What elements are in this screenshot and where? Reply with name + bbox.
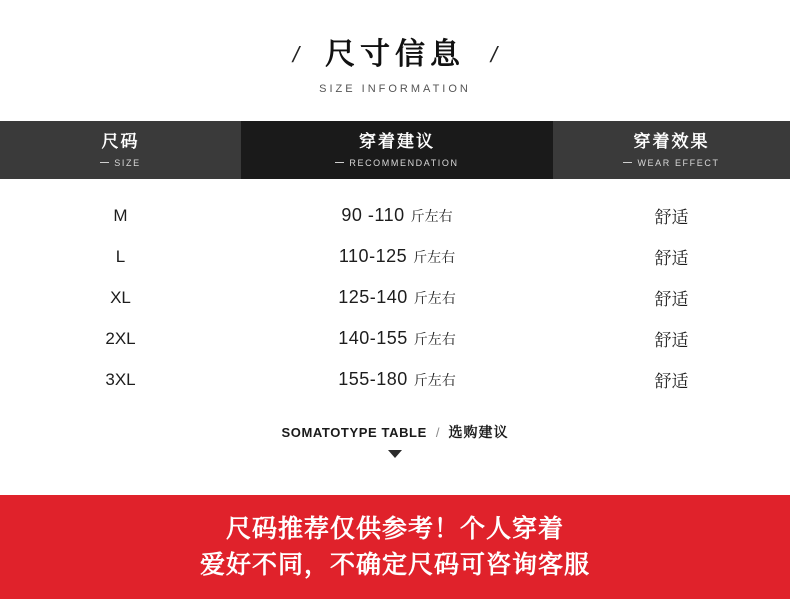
column-header-recommendation-cn: 穿着建议 bbox=[359, 132, 435, 152]
column-header-wear-effect-cn: 穿着效果 bbox=[633, 132, 710, 152]
column-header-wear-effect-en bbox=[623, 158, 719, 168]
disclaimer-line-1: 尺码推荐仅供参考！个人穿着 bbox=[225, 514, 564, 543]
cell-weight-range: 155-180 bbox=[338, 369, 408, 389]
cell-recommendation bbox=[241, 287, 553, 308]
caret-down-icon bbox=[388, 450, 402, 458]
cell-wear-effect: 舒适 bbox=[654, 372, 689, 391]
slash-right-decoration: / bbox=[488, 41, 500, 67]
column-header-recommendation bbox=[241, 121, 553, 179]
cell-size: 2XL bbox=[105, 328, 136, 348]
cell-weight-range: 125-140 bbox=[338, 287, 408, 307]
cell-weight-unit: 斤左右 bbox=[410, 208, 453, 224]
table-body bbox=[0, 179, 790, 400]
column-header-size-en-text: SIZE bbox=[114, 157, 141, 168]
table-row bbox=[0, 236, 790, 277]
cell-weight-unit: 斤左右 bbox=[413, 249, 456, 265]
column-header-size bbox=[0, 121, 241, 179]
dash-decoration bbox=[623, 162, 632, 163]
column-header-recommendation-en bbox=[335, 158, 458, 168]
cell-wear-effect: 舒适 bbox=[654, 290, 689, 309]
size-table bbox=[0, 121, 790, 400]
column-header-size-en bbox=[100, 158, 140, 168]
cell-wear-effect: 舒适 bbox=[654, 331, 689, 350]
cell-weight-range: 90 -110 bbox=[341, 205, 405, 225]
title-row bbox=[0, 38, 790, 71]
cell-weight-unit: 斤左右 bbox=[413, 372, 456, 388]
slash-left-decoration: / bbox=[290, 41, 302, 67]
column-header-wear-effect bbox=[553, 121, 790, 179]
cell-size: XL bbox=[110, 287, 131, 307]
cell-recommendation bbox=[241, 369, 553, 390]
table-row bbox=[0, 359, 790, 400]
somatotype-note bbox=[0, 422, 790, 442]
table-row bbox=[0, 277, 790, 318]
cell-recommendation bbox=[241, 246, 553, 267]
cell-weight-range: 110-125 bbox=[338, 246, 408, 266]
cell-wear-effect: 舒适 bbox=[654, 249, 689, 268]
cell-weight-unit: 斤左右 bbox=[413, 331, 456, 347]
cell-size: M bbox=[113, 205, 128, 225]
table-header-row bbox=[0, 121, 790, 179]
disclaimer-line-2: 爱好不同，不确定尺码可咨询客服 bbox=[199, 551, 590, 579]
cell-recommendation bbox=[241, 205, 553, 226]
page-subtitle: SIZE INFORMATION bbox=[319, 83, 471, 95]
column-header-wear-effect-en-text: WEAR EFFECT bbox=[637, 157, 720, 168]
table-row bbox=[0, 195, 790, 236]
somatotype-note-en: SOMATOTYPE TABLE bbox=[281, 424, 427, 440]
cell-wear-effect: 舒适 bbox=[654, 208, 689, 227]
column-header-recommendation-en-text: RECOMMENDATION bbox=[349, 157, 459, 168]
disclaimer-banner bbox=[0, 495, 790, 599]
cell-weight-range: 140-155 bbox=[338, 328, 408, 348]
column-header-size-cn: 尺码 bbox=[101, 132, 140, 152]
page-header bbox=[0, 0, 790, 95]
somatotype-note-cn: 选购建议 bbox=[448, 424, 509, 440]
cell-weight-unit: 斤左右 bbox=[413, 290, 456, 306]
page-title: 尺寸信息 bbox=[325, 38, 465, 71]
dash-decoration bbox=[335, 162, 344, 163]
somatotype-note-separator: / bbox=[435, 424, 440, 440]
cell-recommendation bbox=[241, 328, 553, 349]
cell-size: L bbox=[115, 246, 126, 266]
cell-size: 3XL bbox=[105, 369, 136, 389]
dash-decoration bbox=[100, 162, 109, 163]
table-row bbox=[0, 318, 790, 359]
